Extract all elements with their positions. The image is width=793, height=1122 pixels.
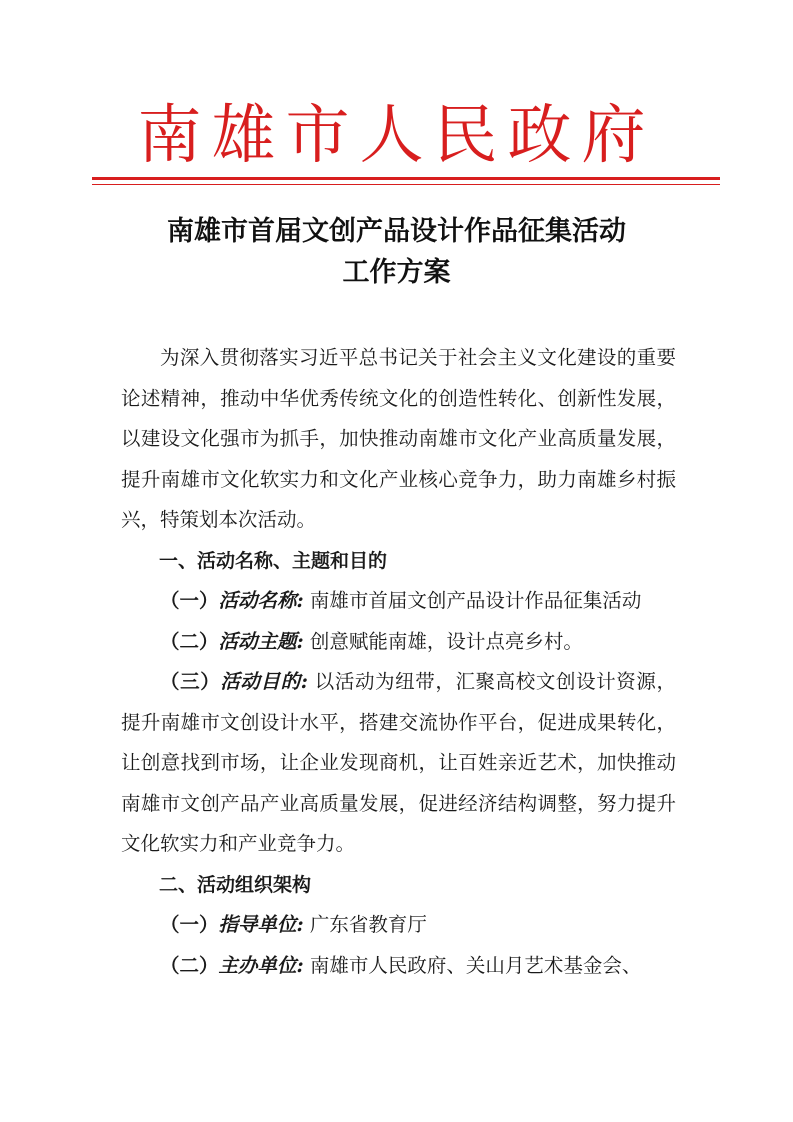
section-2-item-2 [121,946,676,987]
item-text: 创意赋能南雄，设计点亮乡村。 [309,629,583,653]
item-text: 以活动为纽带，汇聚高校文创设计资源，提升南雄市文创设计水平，搭建交流协作平台，促进成果转化，让创意找到市场，让企业发现商机，让百姓亲近艺术，加快推动南雄市文创产品产业高质量发展，促进经济结构调整，努力提升文化软实力和产业竞争力。 [121,670,676,855]
section-heading-2: 二、活动组织架构 [159,873,312,896]
section-1-item-2 [121,622,676,663]
section-heading-1: 一、活动名称、主题和目的 [159,549,388,572]
item-label: （一）活动名称: [160,589,304,612]
document-title-line2: 工作方案 [342,257,451,288]
section-1-item-3 [121,662,676,865]
letterhead-divider-thin [92,184,720,185]
item-text: 南雄市首届文创产品设计作品征集活动 [309,589,642,612]
document-body [121,338,676,986]
item-text: 南雄市人民政府、关山月艺术基金会、 [309,953,642,977]
item-text: 广东省教育厅 [309,913,427,936]
letterhead-org-name: 南雄市人民政府 [137,99,656,173]
section-1-item-1 [121,581,676,622]
item-label: （二）活动主题: [160,629,304,653]
document-title-line1: 南雄市首届文创产品设计作品征集活动 [167,216,626,247]
item-label: （三）活动目的: [160,670,308,693]
intro-paragraph: 为深入贯彻落实习近平总书记关于社会主义文化建设的重要论述精神，推动中华优秀传统文化的创造性转化、创新性发展，以建设文化强市为抓手，加快推动南雄市文化产业高质量发展，提升南雄市文化软实力和文化产业核心竞争力，助力南雄乡村振兴，特策划本次活动。 [121,346,676,531]
letterhead-divider-thick [92,177,720,180]
section-2-item-1 [121,905,676,946]
item-label: （二）主办单位: [160,953,304,977]
item-label: （一）指导单位: [160,913,304,936]
